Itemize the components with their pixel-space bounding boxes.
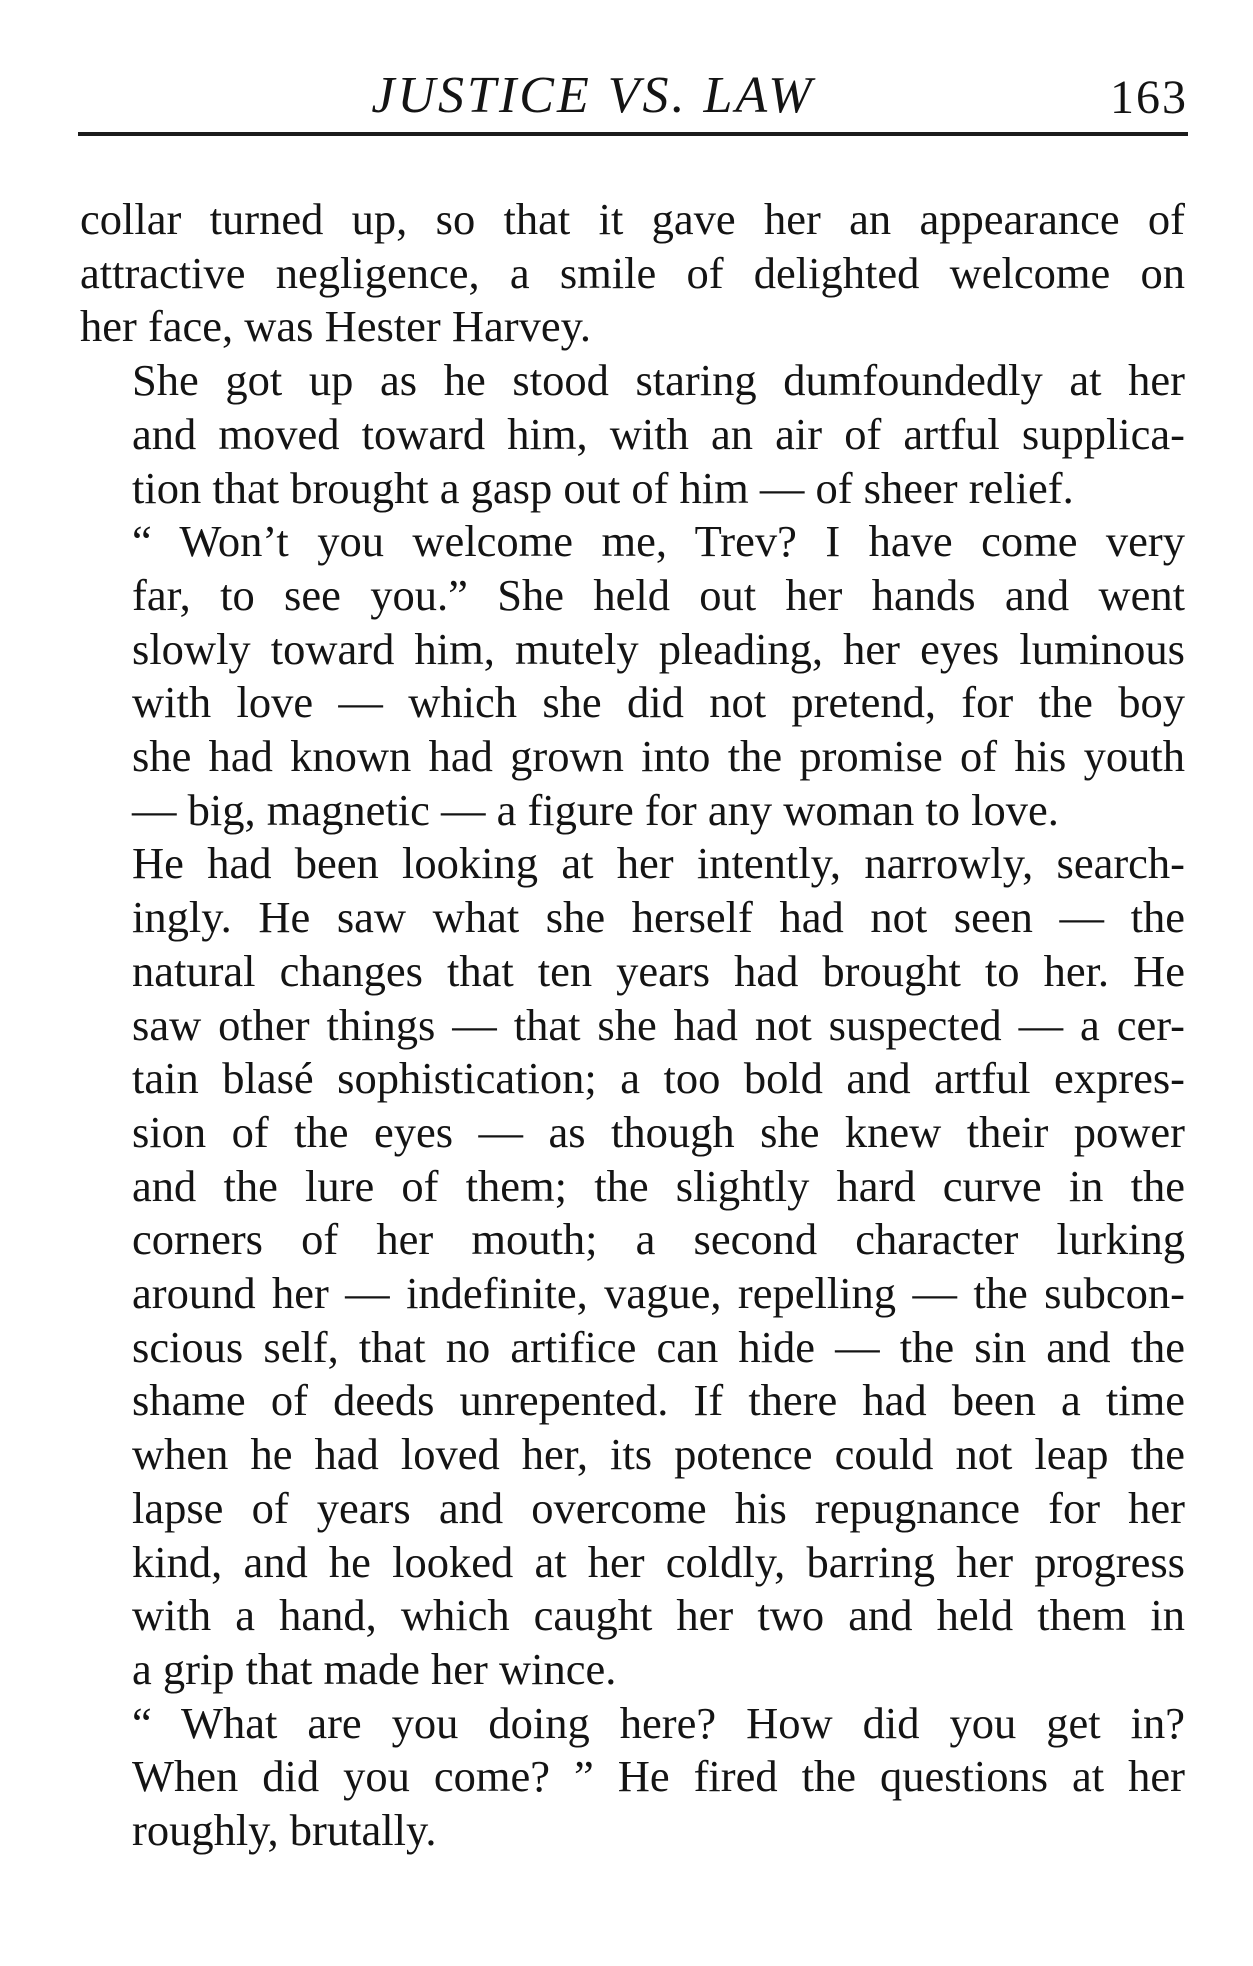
- text-line: He had been looking at her intently, narrowly, search-: [132, 838, 1185, 889]
- text-line: when he had loved her, its potence could not leap the: [132, 1429, 1185, 1480]
- text-line: tain blasé sophistication; a too bold and artful expres-: [132, 1053, 1185, 1104]
- text-line: tion that brought a gasp out of him — of sheer relief.: [132, 462, 1074, 513]
- text-line: with a hand, which caught her two and held them in: [132, 1590, 1185, 1641]
- text-line: “ Won’t you welcome me, Trev? I have come very: [132, 516, 1185, 567]
- paragraph: [80, 1697, 1185, 1858]
- text-line: natural changes that ten years had brought to her. He: [132, 945, 1185, 996]
- text-line: with love — which she did not pretend, for the boy: [132, 677, 1185, 728]
- text-line: kind, and he looked at her coldly, barring her progress: [132, 1536, 1185, 1587]
- page-number: 163: [1110, 71, 1188, 124]
- text-line: roughly, brutally.: [132, 1805, 437, 1856]
- header-rule: [78, 132, 1188, 136]
- text-line: slowly toward him, mutely pleading, her eyes luminous: [132, 623, 1185, 674]
- body-text: [80, 193, 1185, 1858]
- text-line: When did you come? ” He fired the questions at her: [132, 1751, 1185, 1802]
- text-line: and the lure of them; the slightly hard curve in the: [132, 1160, 1185, 1211]
- paragraph: [80, 515, 1185, 837]
- text-line: far, to see you.” She held out her hands and went: [132, 569, 1185, 620]
- running-title: JUSTICE VS. LAW: [371, 67, 815, 124]
- text-line: a grip that made her wince.: [132, 1643, 617, 1694]
- text-line: her face, was Hester Harvey.: [80, 301, 592, 352]
- text-line: lapse of years and overcome his repugnance for her: [132, 1482, 1185, 1533]
- text-line: She got up as he stood staring dumfoundedly at her: [132, 355, 1185, 406]
- text-line: sion of the eyes — as though she knew their power: [132, 1106, 1185, 1157]
- text-line: saw other things — that she had not suspected — a cer-: [132, 999, 1185, 1050]
- paragraph: [80, 193, 1185, 354]
- text-line: around her — indefinite, vague, repelling — the subcon-: [132, 1268, 1185, 1319]
- text-line: ingly. He saw what she herself had not seen — the: [132, 892, 1185, 943]
- paragraph: [80, 837, 1185, 1696]
- text-line: and moved toward him, with an air of artful supplica-: [132, 408, 1185, 459]
- text-line: she had known had grown into the promise of his youth: [132, 731, 1185, 782]
- text-line: corners of her mouth; a second character lurking: [132, 1214, 1185, 1265]
- text-line: — big, magnetic — a figure for any woman to love.: [132, 784, 1059, 835]
- paragraph: [80, 354, 1185, 515]
- text-line: “ What are you doing here? How did you get in?: [132, 1697, 1185, 1748]
- text-line: collar turned up, so that it gave her an appearance of: [80, 194, 1185, 244]
- running-head: [78, 60, 1188, 132]
- text-line: attractive negligence, a smile of delighted welcome on: [80, 247, 1185, 298]
- text-line: scious self, that no artifice can hide — the sin and the: [132, 1321, 1185, 1372]
- text-line: shame of deeds unrepented. If there had been a time: [132, 1375, 1185, 1426]
